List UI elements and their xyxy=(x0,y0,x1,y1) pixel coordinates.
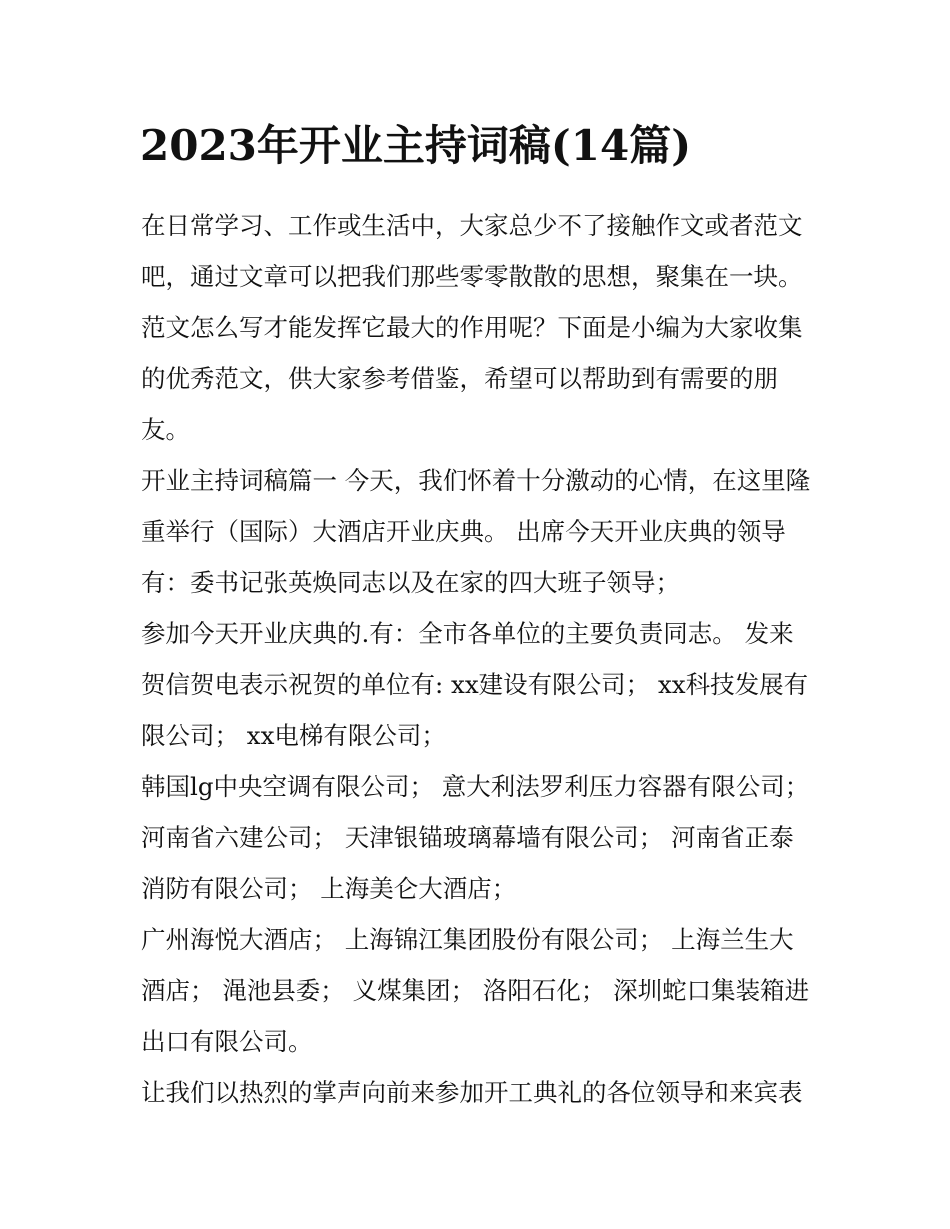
paragraph-companies-2: 广州海悦大酒店； 上海锦江集团股份有限公司； 上海兰生大酒店； 渑池县委； 义煤集团； 洛阳石化； 深圳蛇口集装箱进出口有限公司。 xyxy=(141,925,810,1056)
paragraph-intro: 在日常学习、工作或生活中，大家总少不了接触作文或者范文吧，通过文章可以把我们那些零零散散的思想，聚集在一块。范文怎么写才能发挥它最大的作用呢？下面是小编为大家收集的优秀范文，供大家参考借鉴，希望可以帮助到有需要的朋友。 xyxy=(141,211,803,444)
paragraph-applause: 让我们以热烈的掌声向前来参加开工典礼的各位领导和来宾表 xyxy=(141,1078,803,1107)
paragraph-attendees: 参加今天开业庆典的.有：全市各单位的主要负责同志。 发来贺信贺电表示祝贺的单位有: xx建设有限公司； xx科技发展有限公司； xx电梯有限公司； xyxy=(141,619,809,750)
paragraph-companies-1: 韩国lg中央空调有限公司； 意大利法罗利压力容器有限公司； 河南省六建公司； 天津银锚玻璃幕墙有限公司； 河南省正泰消防有限公司； 上海美仑大酒店； xyxy=(141,772,810,903)
paragraph-opening: 开业主持词稿篇一 今天，我们怀着十分激动的心情，在这里隆重举行（国际）大酒店开业庆典。 出席今天开业庆典的领导有：委书记张英焕同志以及在家的四大班子领导； xyxy=(141,466,811,597)
document-title: 2023年开业主持词稿(14篇) xyxy=(140,121,692,170)
document-body xyxy=(141,200,813,1118)
